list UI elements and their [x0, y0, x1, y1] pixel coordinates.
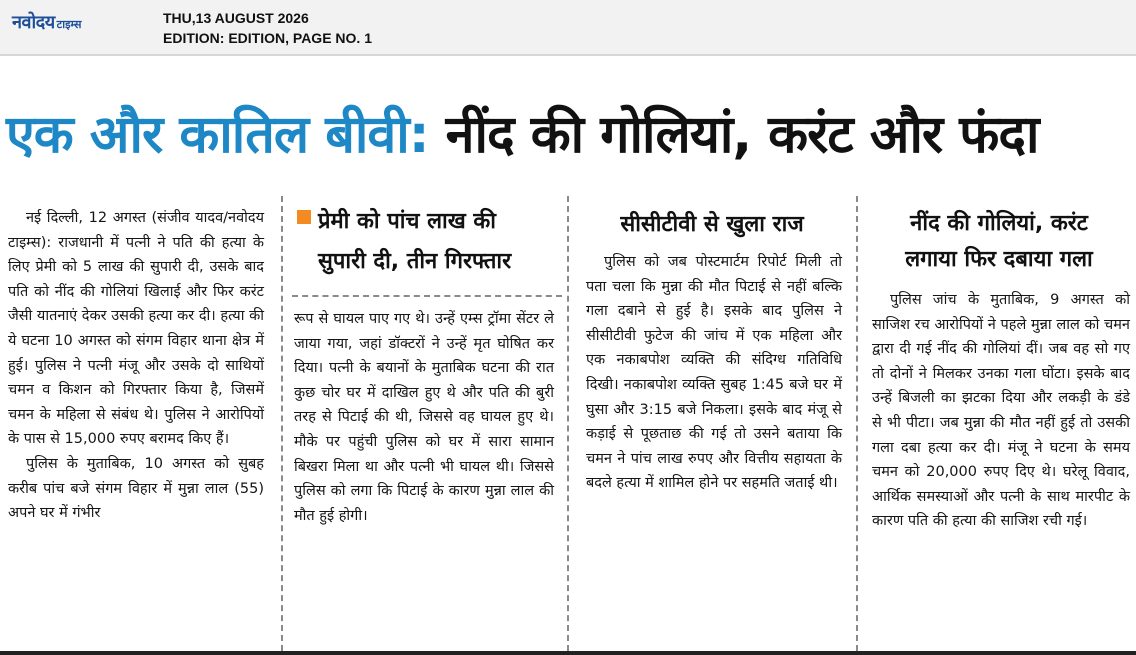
column-4-subheading-line-2: लगाया फिर दबाया गला: [905, 247, 1093, 272]
issue-date: THU,13 AUGUST 2026: [163, 10, 309, 26]
column-1-paragraph-1: नई दिल्ली, 12 अगस्त (संजीव यादव/नवोदय टाइम्स): राजधानी में पत्नी ने पति की हत्या के लिए प्रेमी को 5 लाख की सुपारी दी, उसके बाद पति को नींद की गोलियां खिलाई और फिर करंट जैसी यातनाएं देकर उसकी हत्या कर दी। हत्या की ये घटना 10 अगस्त को संगम विहार थाना क्षेत्र में हुई। पुलिस ने पत्नी मंजू और उसके दो साथियों चमन व किशन को गिरफ्तार किया है, जिसमें चमन के महिला से संबंध थे। पुलिस ने आरोपियों के पास से 15,000 रुपए बरामद किए हैं।: [8, 210, 264, 448]
headline-accent: एक और कातिल बीवी:: [6, 105, 429, 165]
column-2-subheading: [318, 202, 548, 282]
edition-info: [163, 8, 372, 48]
subheading-divider: [292, 295, 562, 297]
logo-main-text: नवोदय: [12, 12, 55, 33]
article-column-2: [294, 307, 554, 528]
article-column-3: [586, 250, 842, 496]
column-2-subheading-line-2: सुपारी दी, तीन गिरफ्तार: [318, 249, 512, 274]
page-header-bar: [0, 0, 1136, 56]
orange-square-bullet-icon: [297, 210, 311, 224]
column-2-subheading-line-1: प्रेमी को पांच लाख की: [318, 209, 496, 234]
column-divider-1: [281, 196, 283, 651]
article-column-4: [872, 288, 1130, 534]
newspaper-logo[interactable]: [12, 12, 81, 34]
column-divider-2: [567, 196, 569, 651]
page-bottom-rule: [0, 651, 1136, 655]
column-4-subheading-line-1: नींद की गोलियां, करंट: [910, 211, 1088, 236]
edition-page-label: EDITION: EDITION, PAGE NO. 1: [163, 30, 372, 46]
article-column-1: [8, 206, 264, 526]
headline-main: नींद की गोलियां, करंट और फंदा: [428, 105, 1039, 165]
column-4-paragraph-1: पुलिस जांच के मुताबिक, 9 अगस्त को साजिश रच आरोपियों ने पहले मुन्ना लाल को चमन द्वारा दी गई नींद की गोलियां दीं। जब वह सो गए तो दोनों ने मिलकर उनका गला घोंटा। इसके बाद उन्हें बिजली का झटका दिया और लकड़ी के डंडे से भी पीटा। जब मुन्ना की मौत नहीं हुई तो उसकी गला दबा हत्या कर दी। मंजू ने घटना के समय चमन को 20,000 रुपए दिए थे। घरेलू विवाद, आर्थिक समस्याओं और पत्नी के साथ मारपीट के कारण पति की हत्या की साजिश रची गई।: [872, 292, 1130, 530]
column-4-subheading: [866, 206, 1132, 278]
logo-sub-text: टाइम्स: [56, 18, 82, 31]
column-3-paragraph-1: पुलिस को जब पोस्टमार्टम रिपोर्ट मिली तो पता चला कि मुन्ना की मौत पिटाई से नहीं बल्कि गला दबाने से हुई है। इसके बाद पुलिस ने सीसीटीवी फुटेज की जांच में एक महिला और एक नकाबपोश व्यक्ति की संदिग्ध गतिविधि दिखी। नकाबपोश व्यक्ति सुबह 1:45 बजे घर में घुसा और 3:15 बजे निकला। इसके बाद मंजू से कड़ाई से पूछताछ की गई तो उसने बताया कि चमन ने पांच लाख रुपए और वित्तीय सहायता के बदले हत्या में शामिल होने पर सहमति जताई थी।: [586, 254, 842, 492]
column-divider-3: [856, 196, 858, 651]
column-1-paragraph-2: पुलिस के मुताबिक, 10 अगस्त को सुबह करीब पांच बजे संगम विहार में मुन्ना लाल (55) अपने घर में गंभीर: [8, 455, 264, 522]
column-2-paragraph-1: रूप से घायल पाए गए थे। उन्हें एम्स ट्रॉमा सेंटर ले जाया गया, जहां डॉक्टरों ने उन्हें मृत घोषित कर दिया। पत्नी के बयानों के मुताबिक घटना की रात कुछ चोर घर में दाखिल हुए थे और पति की बुरी तरह से पिटाई की थी, जिससे वह घायल हुए थे। मौके पर पहुंची पुलिस को घर में सारा सामान बिखरा मिला था और पत्नी भी घायल थी। जिससे पुलिस को लगा कि पिटाई के कारण मुन्ना लाल की मौत हुई होगी।: [294, 311, 554, 524]
column-3-subheading: सीसीटीवी से खुला राज: [620, 212, 804, 237]
article-headline: [6, 96, 1130, 174]
